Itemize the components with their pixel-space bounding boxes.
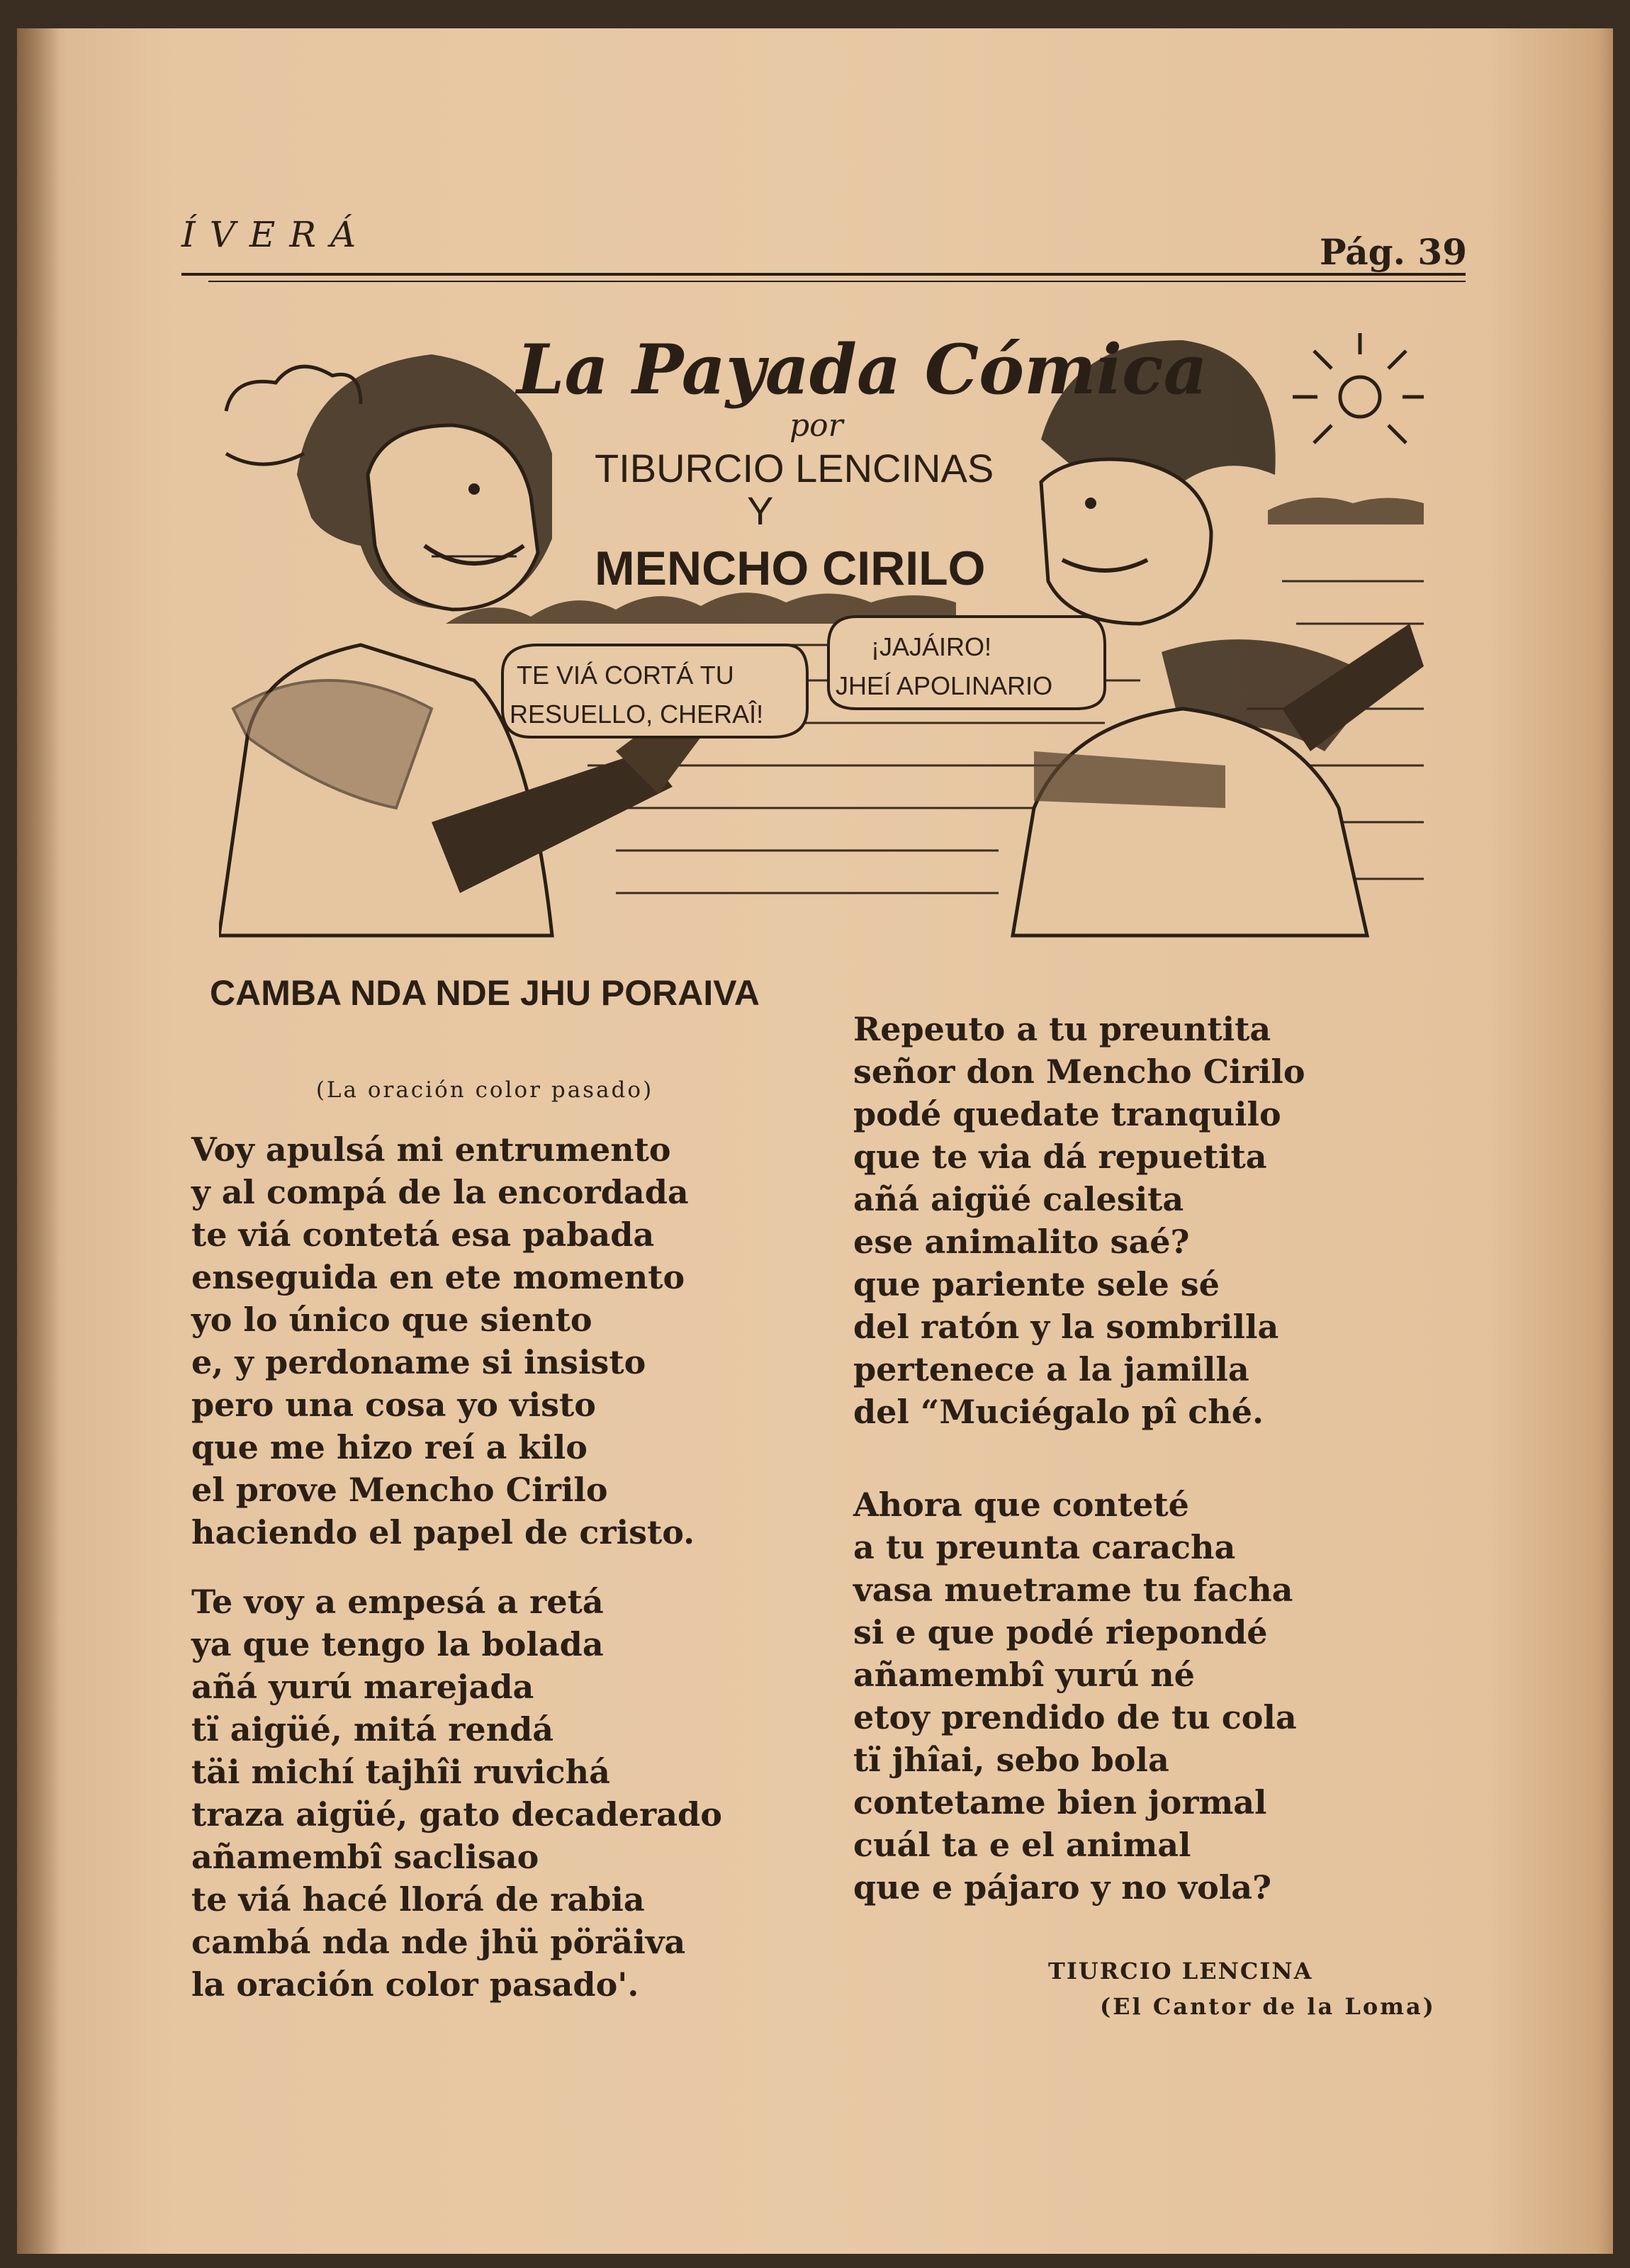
verse-line: del ratón y la sombrilla	[853, 1308, 1279, 1346]
cartoon-by: por	[789, 408, 843, 444]
verse-line: a tu preunta caracha	[853, 1528, 1236, 1566]
stanza-4	[853, 1483, 1297, 1909]
right-speech-bubble	[828, 617, 1105, 709]
verse-line: Voy apulsá mi entrumento	[191, 1130, 671, 1169]
page-number: Pág. 39	[1320, 231, 1468, 273]
verse-line: täi michí tajhîi ruvichá	[191, 1753, 610, 1791]
verse-line: tï aigüé, mitá rendá	[191, 1710, 554, 1748]
right-bubble-line-1: ¡JAJÁIRO!	[871, 632, 992, 661]
verse-line: Te voy a empesá a retá	[191, 1583, 604, 1621]
verse-line: vasa muetrame tu facha	[853, 1571, 1293, 1609]
gutter-shadow	[17, 28, 60, 2254]
running-title: ÍVERÁ	[181, 214, 371, 255]
stanza-2	[191, 1581, 722, 2006]
verse-line: haciendo el papel de cristo.	[191, 1513, 695, 1551]
verse-line: añamembî yurú né	[853, 1656, 1195, 1694]
verse-line: y al compá de la encordada	[191, 1173, 689, 1211]
verse-line: que te via dá repuetita	[853, 1138, 1267, 1176]
verse-line: que e pájaro y no vola?	[853, 1868, 1272, 1907]
cartoon-author-one: TIBURCIO LENCINAS	[595, 446, 994, 490]
right-bubble-line-2: JHEÍ APOLINARIO	[836, 671, 1053, 700]
verse-line: que me hizo reí a kilo	[191, 1428, 588, 1466]
verse-line: añá yurú marejada	[191, 1668, 534, 1706]
verse-line: enseguida en ete momento	[191, 1258, 685, 1296]
verse-line: contetame bien jormal	[853, 1783, 1267, 1821]
signature-name: TIURCIO LENCINA	[1048, 1958, 1313, 1984]
verse-line: te viá contetá esa pabada	[191, 1216, 655, 1254]
verse-line: cambá nda nde jhü pöräiva	[191, 1923, 686, 1961]
magazine-page	[17, 28, 1613, 2254]
verse-line: señor don Mencho Cirilo	[853, 1052, 1305, 1091]
signature-alias: (El Cantor de la Loma)	[1100, 1993, 1436, 2020]
left-speech-bubble	[502, 645, 807, 737]
verse-line: del “Muciégalo pî ché.	[853, 1393, 1264, 1431]
header-rule-thin	[208, 281, 1466, 282]
sun-icon	[1293, 333, 1424, 443]
verse-line: te viá hacé llorá de rabia	[191, 1880, 645, 1919]
verse-line: el prove Mencho Cirilo	[191, 1471, 608, 1509]
left-bubble-line-2: RESUELLO, CHERAÎ!	[510, 700, 764, 729]
verse-line: etoy prendido de tu cola	[853, 1698, 1297, 1736]
verse-line: ya que tengo la bolada	[191, 1625, 604, 1663]
cartoon-illustration	[219, 312, 1427, 950]
stanza-1	[191, 1128, 695, 1554]
distant-hills	[1268, 498, 1424, 524]
verse-line: que pariente sele sé	[853, 1265, 1220, 1303]
cloud-curve	[226, 454, 304, 464]
cartoon-title: La Payada Cómica	[517, 330, 1208, 410]
verse-line: traza aigüé, gato decaderado	[191, 1795, 722, 1834]
verse-line: ese animalito saé?	[853, 1223, 1190, 1261]
verse-line: tï jhîai, sebo bola	[853, 1741, 1169, 1779]
stanza-3	[853, 1008, 1305, 1433]
verse-line: pertenece a la jamilla	[853, 1350, 1249, 1388]
verse-line: yo lo único que siento	[191, 1301, 592, 1339]
verse-line: Ahora que conteté	[853, 1486, 1189, 1524]
poem-subtitle: (La oración color pasado)	[315, 1077, 654, 1103]
verse-line: e, y perdoname si insisto	[191, 1343, 646, 1381]
verse-line: la oración color pasado'.	[191, 1965, 639, 2004]
verse-line: añá aigüé calesita	[853, 1180, 1184, 1218]
verse-line: si e que podé riepondé	[853, 1613, 1268, 1651]
header-rule	[181, 273, 1466, 276]
verse-line: pero una cosa yo visto	[191, 1386, 596, 1424]
left-bubble-line-1: TE VIÁ CORTÁ TU	[517, 661, 734, 690]
cartoon-author-two: MENCHO CIRILO	[595, 541, 986, 595]
poem-title: CAMBA NDA NDE JHU PORAIVA	[210, 973, 760, 1013]
cartoon-conjunction: Y	[747, 488, 774, 533]
verse-line: Repeuto a tu preuntita	[853, 1010, 1271, 1048]
verse-line: podé quedate tranquilo	[853, 1095, 1281, 1133]
verse-line: añamembî saclisao	[191, 1838, 539, 1876]
verse-line: cuál ta e el animal	[853, 1826, 1191, 1864]
cartoon-svg	[219, 312, 1427, 950]
